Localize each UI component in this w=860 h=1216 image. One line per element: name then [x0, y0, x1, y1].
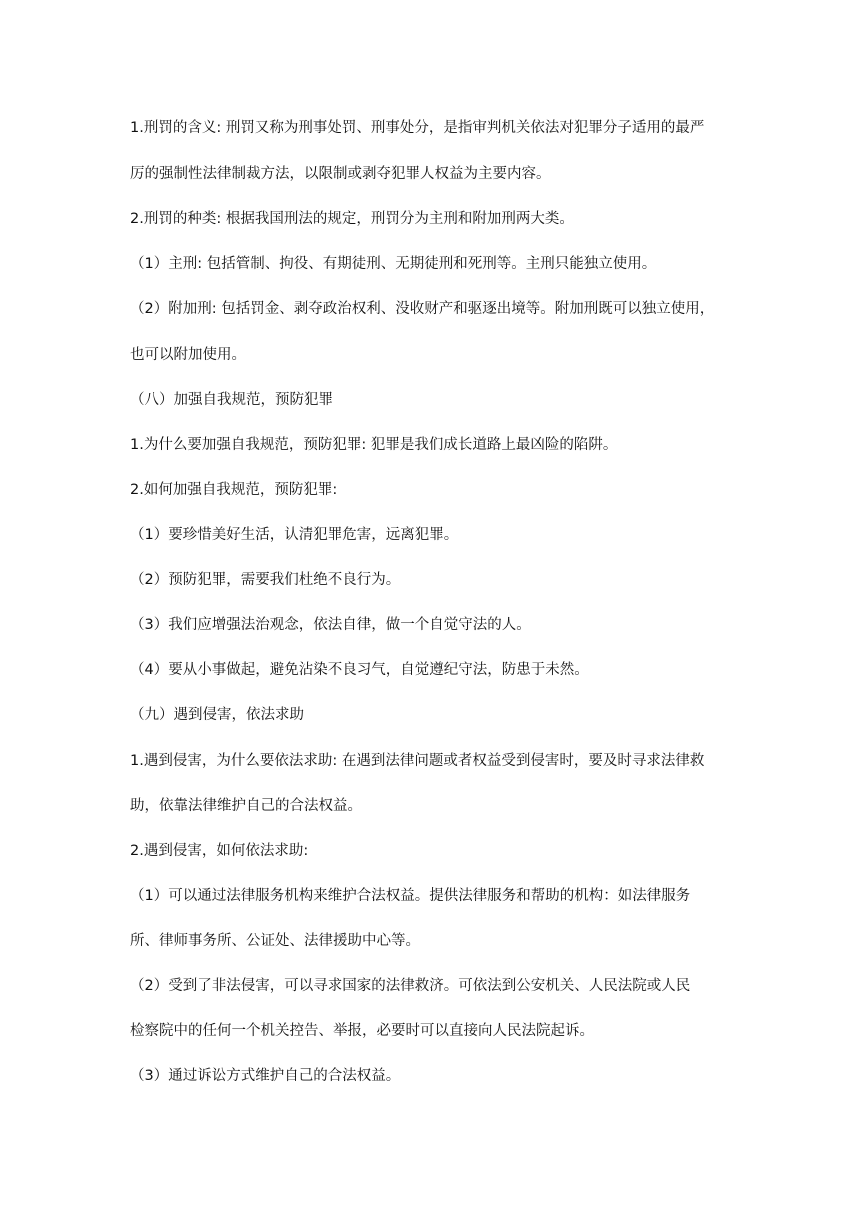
text-line: （2）预防犯罪，需要我们杜绝不良行为。	[130, 572, 401, 588]
text-line: 2.如何加强自我规范，预防犯罪:	[130, 482, 338, 498]
text-line: 检察院中的任何一个机关控告、举报，必要时可以直接向人民法院起诉。	[130, 1023, 594, 1039]
text-line: （1）主刑: 包括管制、拘役、有期徒刑、无期徒刑和死刑等。主刑只能独立使用。	[130, 256, 657, 272]
text-line: 1.遇到侵害，为什么要依法求助: 在遇到法律问题或者权益受到侵害时，要及时寻求法律救	[130, 753, 705, 769]
text-line: 所、律师事务所、公证处、法律援助中心等。	[130, 933, 420, 949]
text-line: （3）通过诉讼方式维护自己的合法权益。	[130, 1068, 401, 1084]
section-heading: （八）加强自我规范，预防犯罪	[130, 392, 333, 408]
text-line: （3）我们应增强法治观念，依法自律，做一个自觉守法的人。	[130, 617, 531, 633]
text-line: 2.刑罚的种类: 根据我国刑法的规定，刑罚分为主刑和附加刑两大类。	[130, 211, 574, 227]
text-line: 厉的强制性法律制裁方法，以限制或剥夺犯罪人权益为主要内容。	[130, 166, 551, 182]
text-line: 助，依靠法律维护自己的合法权益。	[130, 798, 362, 814]
text-line: （4）要从小事做起，避免沾染不良习气，自觉遵纪守法，防患于未然。	[130, 662, 589, 678]
text-line: （1）要珍惜美好生活，认清犯罪危害，远离犯罪。	[130, 527, 459, 543]
section-heading: （九）遇到侵害，依法求助	[130, 707, 304, 723]
text-line: 1.为什么要加强自我规范，预防犯罪: 犯罪是我们成长道路上最凶险的陷阱。	[130, 437, 618, 453]
text-line: 2.遇到侵害，如何依法求助:	[130, 843, 309, 859]
text-line: （1）可以通过法律服务机构来维护合法权益。提供法律服务和帮助的机构：如法律服务	[130, 888, 691, 904]
text-line: （2）附加刑: 包括罚金、剥夺政治权利、没收财产和驱逐出境等。附加刑既可以独立使用，	[130, 301, 715, 317]
text-line: 也可以附加使用。	[130, 347, 246, 363]
text-line: （2）受到了非法侵害，可以寻求国家的法律救济。可依法到公安机关、人民法院或人民	[130, 978, 691, 994]
text-line: 1.刑罚的含义: 刑罚又称为刑事处罚、刑事处分，是指审判机关依法对犯罪分子适用的最严	[130, 120, 705, 136]
